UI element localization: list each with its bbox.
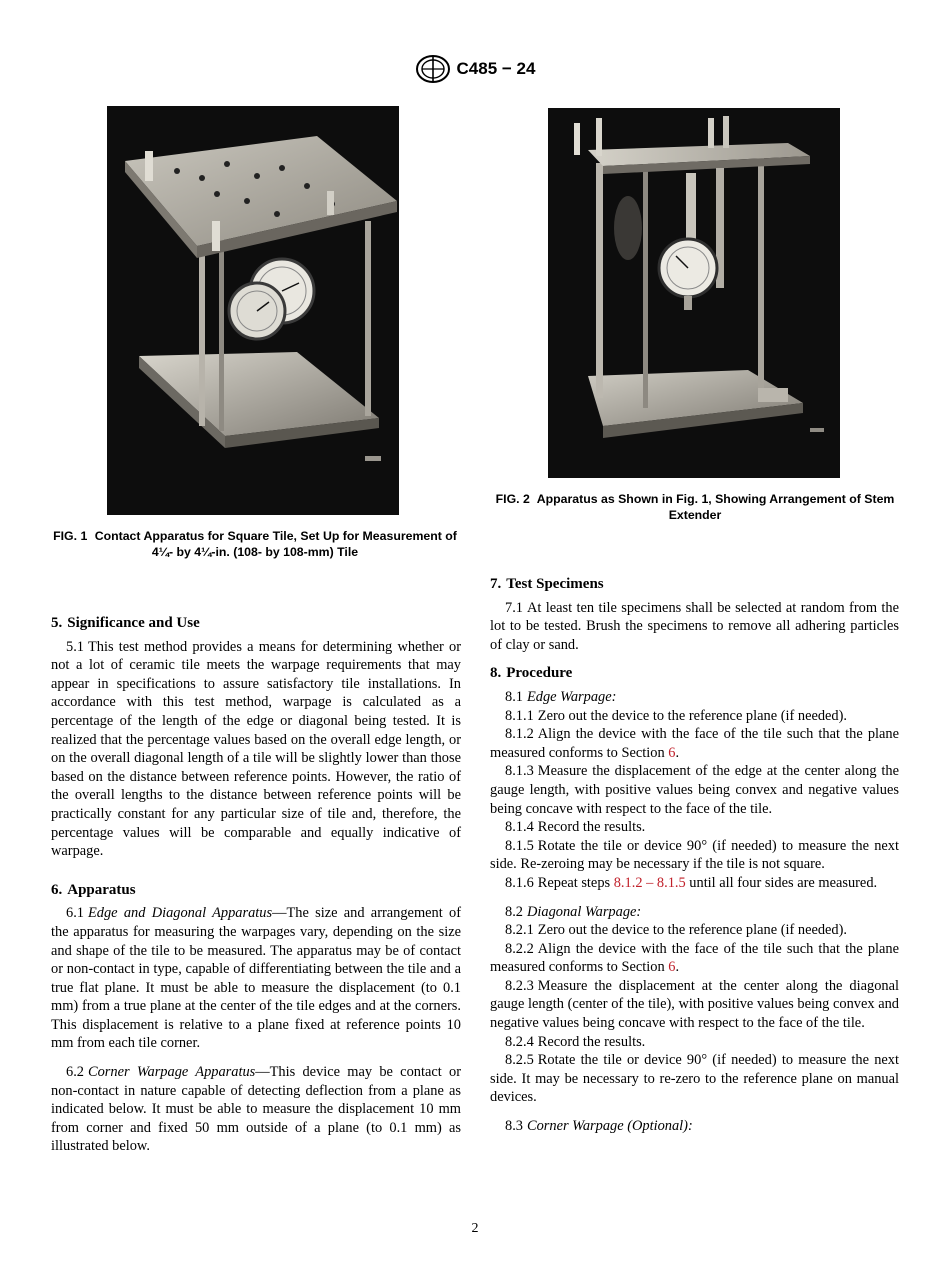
steps-range-link[interactable]: 8.1.2 – 8.1.5 [613,874,686,891]
step-number: 8.1.2 [505,726,534,743]
step-text: Measure the displacement at the center along the diagonal gauge length (center of the tile), with positive values being convex and negative values being concave with respect to the face of the tile. [490,977,899,1032]
section-number: 6. [51,881,63,898]
paragraph-number: 5.1 [66,638,84,655]
step-8-2-3 [490,977,899,1033]
section-title: Test Specimens [506,576,604,592]
step-number: 8.2.2 [505,940,534,957]
section-6-link[interactable]: 6 [668,959,676,976]
step-8-1-5 [490,837,899,874]
page-header [0,52,950,86]
left-column [51,614,461,1166]
step-8-1 [490,688,899,707]
step-number: 8.1.5 [505,837,534,854]
figure-2-photo [548,108,840,478]
step-number: 8.3 [505,1118,523,1135]
section-number: 5. [51,615,63,631]
document-id: C485 − 24 [456,59,536,78]
step-8-2-5 [490,1051,899,1107]
section-number: 7. [490,576,502,592]
step-number: 8.1.6 [505,874,534,891]
paragraph-number: 7.1 [505,599,523,616]
step-8-1-4 [490,818,899,837]
section-6-link[interactable]: 6 [668,744,676,761]
section-6-heading [51,881,461,900]
step-title: Diagonal Warpage: [527,903,642,920]
step-number: 8.2.5 [505,1052,534,1069]
step-text: Measure the displacement of the edge at the center along the gauge length, with positive values being convex and negative values being concave with respect to the face of the tile. [490,763,899,817]
paragraph-number: 6.1 [66,905,84,922]
step-number: 8.2.4 [505,1033,534,1050]
step-title: Edge Warpage: [527,688,617,705]
step-number: 8.2 [505,903,523,920]
step-text: Align the device with the face of the tile such that the plane measured conforms to Section [490,940,899,976]
section-title: Significance and Use [67,615,200,631]
step-8-2-1 [490,921,899,940]
figure-2-caption [490,491,900,523]
step-text: Record the results. [537,819,646,836]
figure-2-label: FIG. 2 [495,492,530,506]
step-8-2-2 [490,940,899,977]
figure-2-caption-text: Apparatus as Shown in Fig. 1, Showing Arrangement of Stem Extender [536,492,895,522]
step-text-end: . [675,744,680,761]
step-8-3 [490,1117,899,1136]
step-text: Align the device with the face of the tile such that the plane measured conforms to Section [490,726,899,761]
page-number: 2 [471,1221,479,1236]
step-text-end: . [675,959,680,976]
figure-1-label: FIG. 1 [53,529,88,543]
step-text: Rotate the tile or device 90° (if needed) to measure the next side. It may be necessary to re-zero to the reference plane on manual devices. [490,1052,899,1106]
step-8-1-6 [490,874,899,893]
section-title: Procedure [506,665,573,682]
step-text: Zero out the device to the reference plane (if needed). [537,707,848,724]
figure-1-caption [50,528,460,560]
section-5-heading [51,614,461,633]
paragraph-text: At least ten tile specimens shall be selected at random from the lot to be tested. Brush the specimens to remove all adhering particles of clay or sand. [490,599,899,653]
step-number: 8.1.4 [505,819,534,836]
paragraph-text: —The size and arrangement of the apparatus for measuring the warpages vary, depending on the size and shape of the tile to be measured. The apparatus may be of contact or non-contact in type, capable of differentiating between the tile and a true flat plane. It must be able to measure the displacement (to 0.1 mm) from a true plane at the center of the tile edges and at the corners. This displacement is relative to a plane fixed at reference points 10 mm from each tile corner. [51,905,461,1052]
step-number: 8.1.1 [505,707,534,724]
section-title: Apparatus [67,881,136,898]
section-number: 8. [490,665,502,682]
paragraph-number: 6.2 [66,1064,84,1081]
paragraph-title: Corner Warpage Apparatus [88,1064,256,1081]
paragraph-7-1 [490,599,899,655]
step-title: Corner Warpage (Optional): [527,1118,693,1135]
paragraph-title: Edge and Diagonal Apparatus [88,905,273,922]
step-number: 8.1.3 [505,763,534,780]
step-text: Zero out the device to the reference plane (if needed). [537,922,848,939]
paragraph-6-1 [51,904,461,1053]
step-text: Record the results. [537,1033,646,1050]
step-8-1-1 [490,707,899,726]
step-number: 8.1 [505,688,523,705]
paragraph-5-1 [51,638,461,861]
step-8-2 [490,903,899,922]
figure-1-photo [107,106,399,515]
step-8-2-4 [490,1033,899,1052]
paragraph-text: This test method provides a means for determining whether or not a lot of ceramic tile meets the warpage requirements that may appear in specifications to assure satisfactory tile installations. In accordance with this test method, warpage is calculated as a percentage of the length of the edge or diagonal being tested. It is realized that the percentage values based on the overall edge length, or on the overall diagonal length of a tile will be slightly lower than those based on the distance between reference points. However, the ratio of the overall lengths to the distance between reference points will be practically constant for any particular size of tile and, therefore, the percentage values will be comparable and equally indicative of warpage. [51,638,461,860]
step-8-1-2 [490,725,899,762]
step-number: 8.2.3 [505,977,534,994]
step-text: Rotate the tile or device 90° (if needed) to measure the next side. Re-zeroing may be necessary if the tile is not square. [490,837,899,873]
paragraph-text: —This device may be contact or non-contact in nature capable of detecting deflection from a plane as indicated below. It must be able to measure the displacement 10 mm from corner and fixed 50 mm outside of a plane (to 0.1 mm) as illustrated below. [51,1064,461,1155]
step-text-end: until all four sides are measured. [689,874,878,891]
step-number: 8.2.1 [505,922,534,939]
step-8-1-3 [490,762,899,818]
step-text: Repeat steps [537,874,611,891]
figure-1-caption-text: Contact Apparatus for Square Tile, Set Up for Measurement of 4¼- by 4¼-in. (108- by 108-mm) Tile [94,529,457,559]
section-8-heading [490,664,899,683]
right-column [490,575,899,1136]
astm-logo-icon [415,54,451,84]
section-7-heading [490,575,899,594]
paragraph-6-2 [51,1063,461,1156]
